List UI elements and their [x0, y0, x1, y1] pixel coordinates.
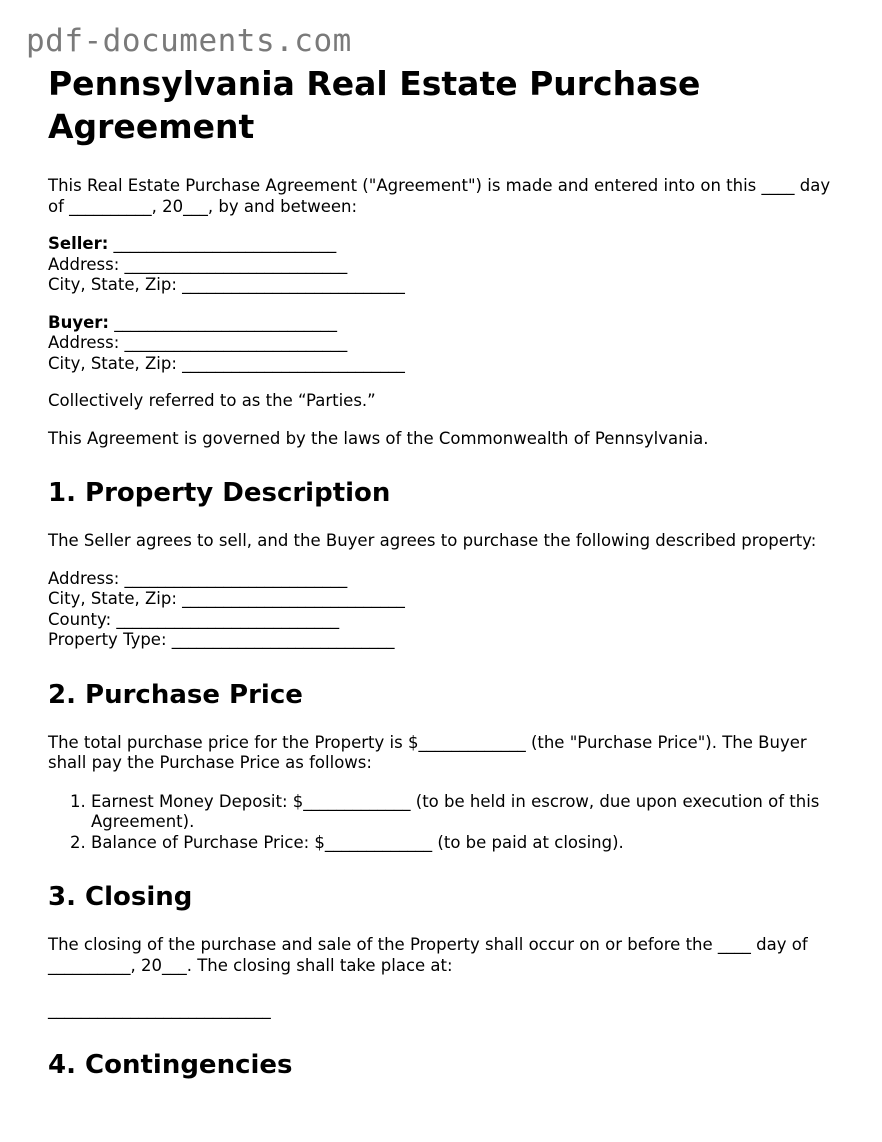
section-1-heading: 1. Property Description	[48, 478, 391, 508]
buyer-block	[48, 313, 838, 375]
seller-name-line	[48, 234, 838, 255]
governing-law-paragraph: This Agreement is governed by the laws of the Commonwealth of Pennsylvania.	[48, 428, 709, 448]
property-fields	[48, 569, 838, 651]
property-address-line: Address: ___________________________	[48, 568, 348, 588]
closing-location-line: ___________________________	[48, 1000, 271, 1019]
section-1-text: The Seller agrees to sell, and the Buyer agrees to purchase the following described property:	[48, 531, 817, 550]
property-city-line: City, State, Zip: ___________________________	[48, 589, 405, 608]
section-2-text: The total purchase price for the Property is $_____________ (the "Purchase Price"). The Buyer shall pay the Purchase Price as follows:	[48, 732, 807, 772]
seller-label: Seller:	[48, 234, 109, 253]
section-3-heading: 3. Closing	[48, 882, 193, 912]
payment-list	[48, 792, 838, 854]
buyer-name-blank: ___________________________	[109, 312, 338, 332]
list-item: 1. Earnest Money Deposit: $_____________ (to be held in escrow, due upon execution of this Agreement).	[91, 792, 838, 833]
seller-name-blank: ___________________________	[108, 234, 337, 253]
property-type-line: Property Type: ___________________________	[48, 630, 395, 649]
section-3-text: The closing of the purchase and sale of the Property shall occur on or before the ____ day of __________, 20___. The closing shall take place at:	[48, 935, 808, 975]
property-county-line: County: ___________________________	[48, 609, 340, 629]
buyer-city-line: City, State, Zip: ___________________________	[48, 353, 405, 373]
watermark: pdf-documents.com	[26, 23, 352, 59]
seller-address-line: Address: ___________________________	[48, 254, 348, 274]
section-4-heading: 4. Contingencies	[48, 1049, 293, 1080]
list-item: 2. Balance of Purchase Price: $_____________ (to be paid at closing).	[91, 833, 838, 854]
document-title: Pennsylvania Real Estate Purchase Agreement	[48, 64, 701, 146]
seller-city-line: City, State, Zip: ___________________________	[48, 275, 405, 294]
intro-paragraph: This Real Estate Purchase Agreement ("Agreement") is made and entered into on this ____ day of __________, 20___, by and between:	[48, 176, 831, 216]
seller-block	[48, 234, 838, 296]
section-2-heading: 2. Purchase Price	[48, 679, 303, 710]
buyer-address-line: Address: ___________________________	[48, 333, 348, 352]
buyer-name-line	[48, 313, 838, 334]
buyer-label: Buyer:	[48, 312, 110, 332]
collective-paragraph: Collectively referred to as the “Parties.”	[48, 391, 376, 410]
document-page	[48, 62, 838, 1103]
